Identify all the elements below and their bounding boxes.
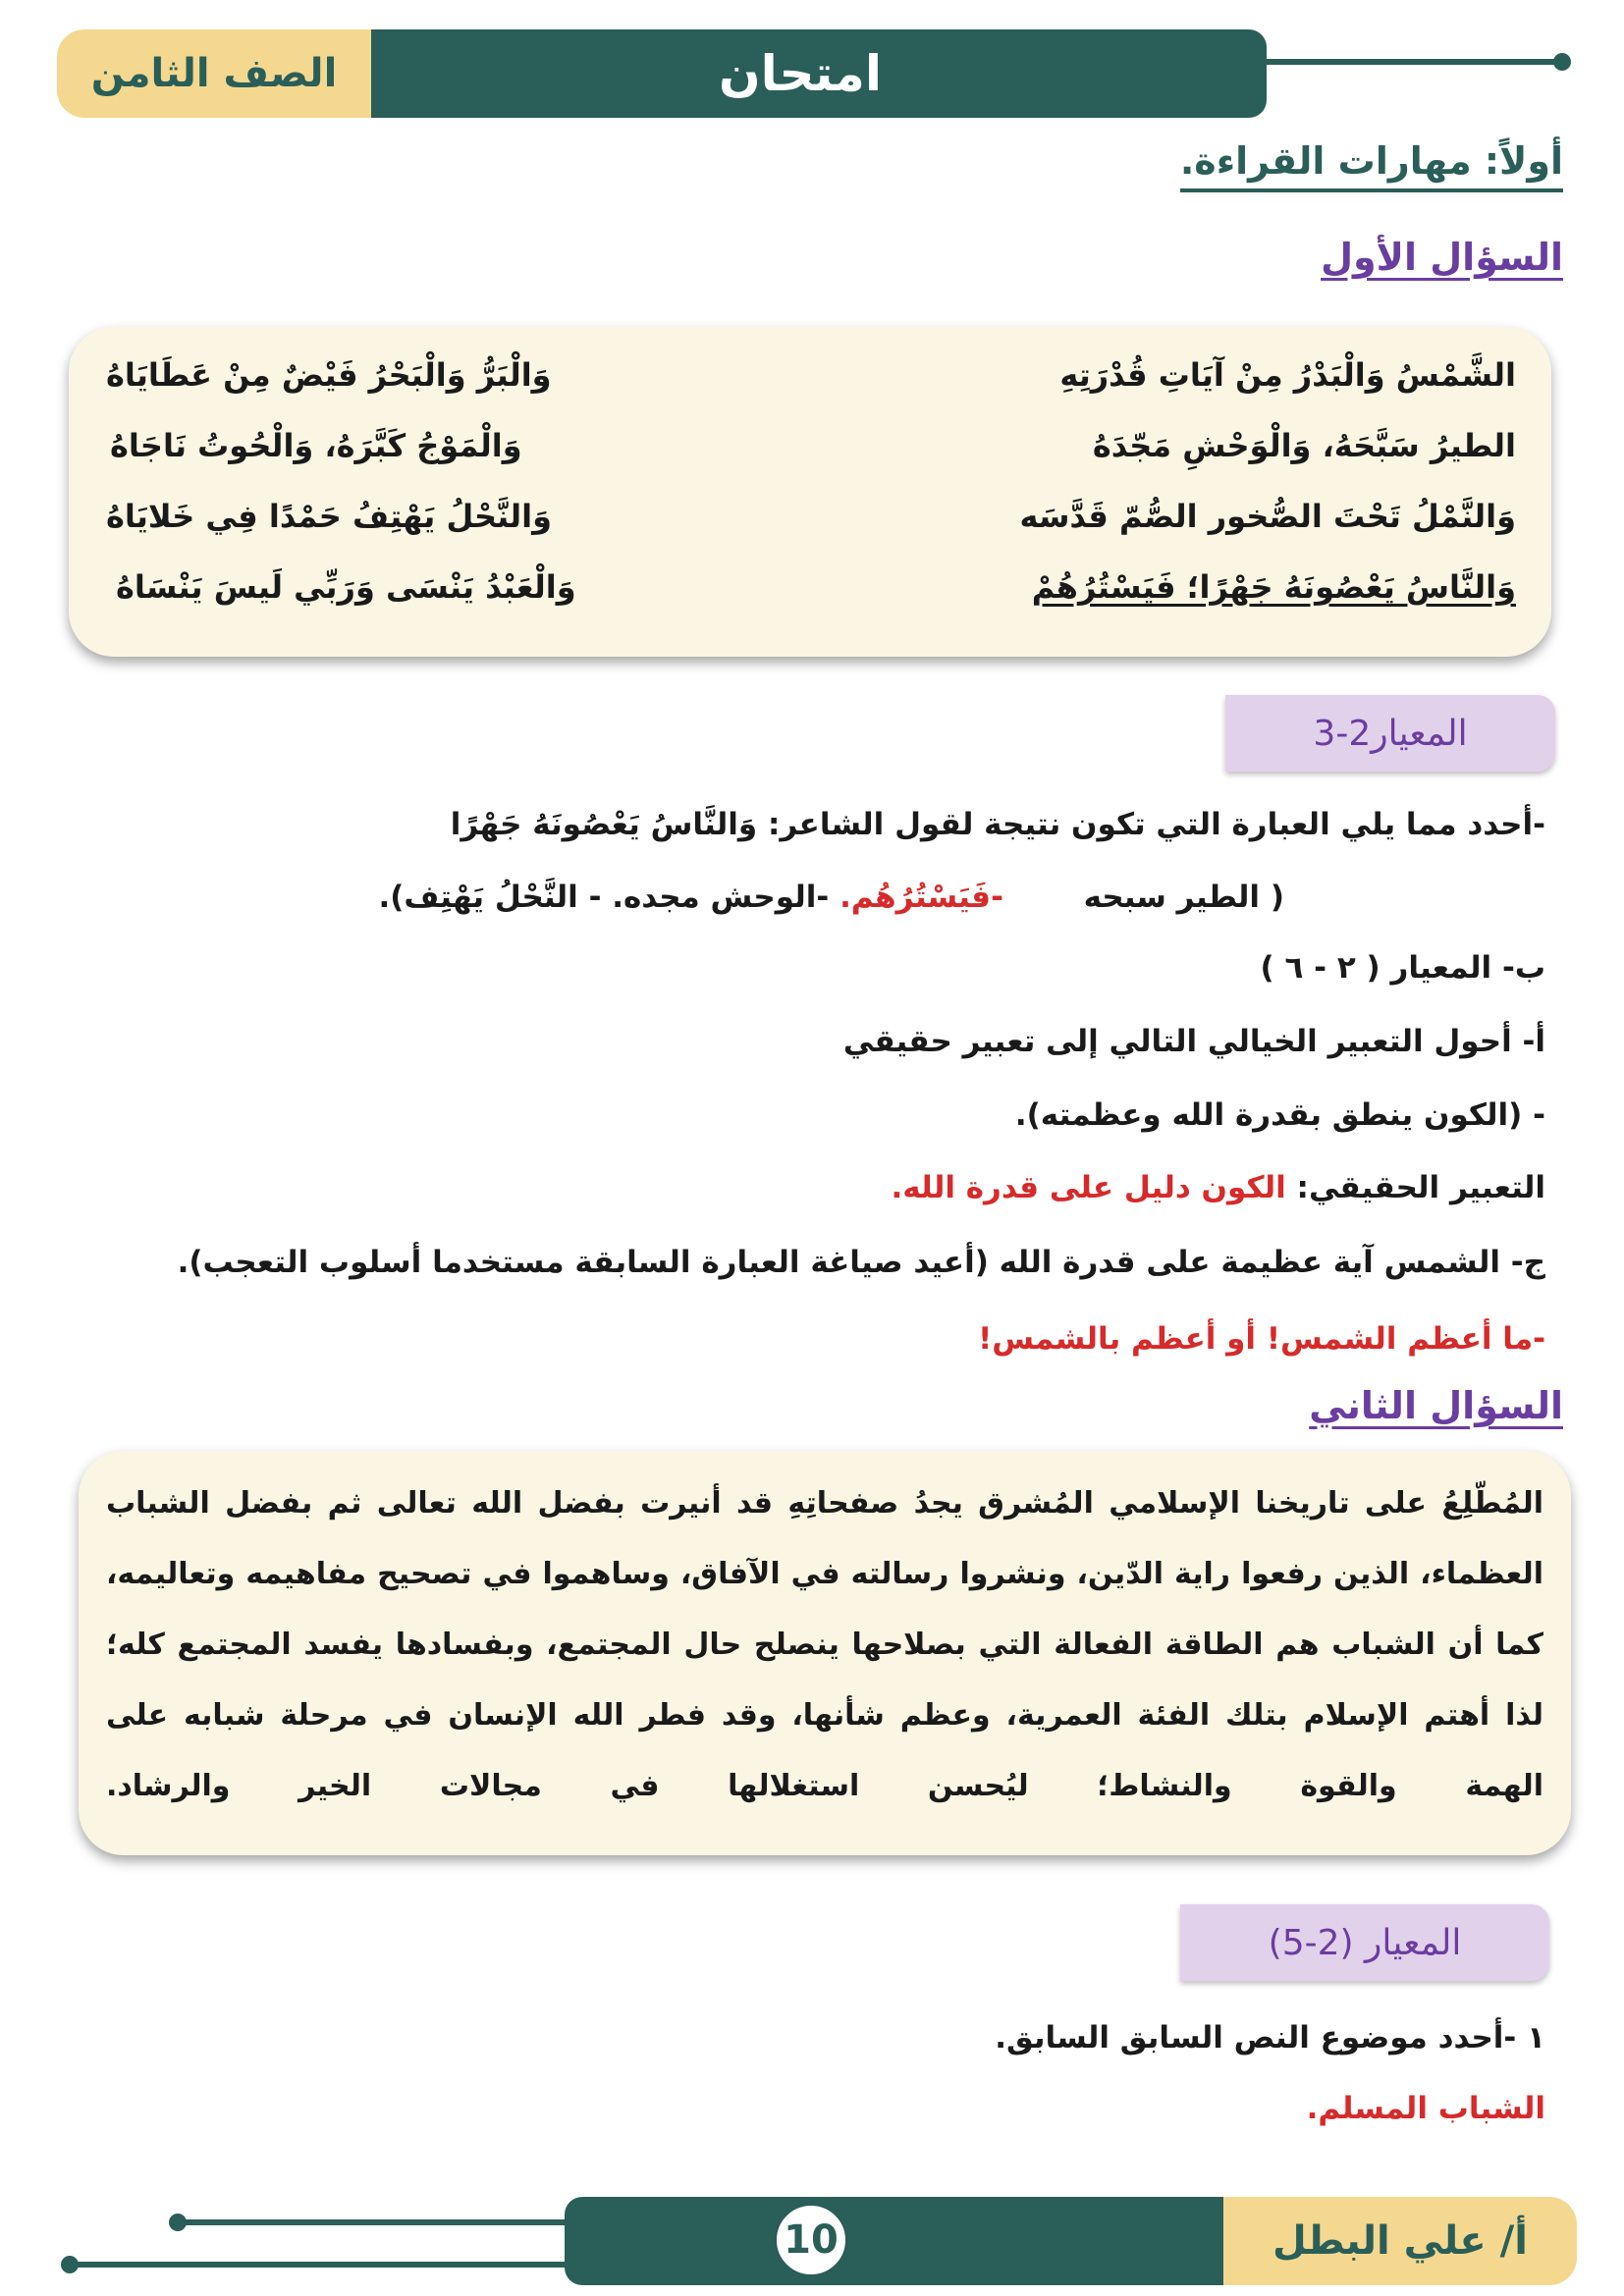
- footer-rule-upper: [177, 2219, 569, 2225]
- page-number: 10: [784, 2217, 839, 2263]
- q1-question: -أحدد مما يلي العبارة التي تكون نتيجة لقول الشاعر: وَالنَّاسُ يَعْصُونَهُ جَهْرًا: [450, 807, 1545, 842]
- poem-line-3-right: وَالنَّمْلُ تَحْتَ الصُّخور الصُّمّ قَدَّسَه: [1019, 498, 1516, 535]
- q2-question: ١ -أحدد موضوع النص السابق السابق.: [995, 2020, 1545, 2056]
- author-name: أ/ علي البطل: [1272, 2218, 1529, 2264]
- footer-rule-upper-dot: [169, 2214, 187, 2231]
- real-expression-line: [891, 1170, 1545, 1205]
- page-title: امتحان: [719, 45, 882, 102]
- header-title-bar: [334, 29, 1267, 118]
- header-rule-dot: [1553, 53, 1571, 71]
- poem-line-2-left: وَالْمَوْجُ كَبَّرَهُ، وَالْحُوتُ نَاجَاهُ: [110, 427, 522, 464]
- footer-rule-lower: [69, 2262, 569, 2268]
- a-phrase: - (الكون ينطق بقدرة الله وعظمته).: [1014, 1097, 1545, 1133]
- poem-line-3-left: وَالنَّحْلُ يَهْتِفُ حَمْدًا فِي خَلايَاهُ: [106, 498, 553, 535]
- author-tab: [1223, 2197, 1577, 2285]
- q1-options: [378, 880, 1284, 915]
- a-question: أ- أحول التعبير الخيالي التالي إلى تعبير حقيقي: [842, 1024, 1545, 1059]
- poem-line-4-right: وَالنَّاسُ يَعْصُونَهُ جَهْرًا؛ فَيَسْتُرُهُمْ: [1031, 568, 1516, 606]
- option-bird: ( الطير سبحه: [1083, 880, 1284, 915]
- c-question: ج- الشمس آية عظيمة على قدرة الله (أعيد صياغة العبارة السابقة مستخدما أسلوب التعجب).: [177, 1245, 1545, 1280]
- poem-box: [69, 327, 1551, 657]
- passage-box: [79, 1451, 1571, 1855]
- footer-bar: [565, 2197, 1242, 2285]
- poem-line-1-left: وَالْبَرُّ وَالْبَحْرُ فَيْضٌ مِنْ عَطَايَاهُ: [106, 356, 552, 394]
- grade-tab: [57, 29, 371, 118]
- footer-rule-lower-dot: [61, 2256, 79, 2273]
- passage-text: المُطّلِعُ على تاريخنا الإسلامي المُشرق يجدُ صفحاتِهِ قد أنيرت بفضل الله تعالى ثم بفضل الشباب العظماء، الذين رفعوا راية الدّين، ونشروا رسالته في الآفاق، وساهموا في تصحيح مفاهيمه وتعاليمه، كما أن الشباب هم الطاقة الفعالة التي بصلاحها ينصلح حال المجتمع، وبفسادها يفسد المجتمع كله؛ لذا أهتم الإسلام بتلك الفئة العمرية، وعظم شأنها، وقد فطر الله الإنسان في مرحلة شبابه على الهمة والقوة والنشاط؛ ليُحسن استغلالها في مجالات الخير والرشاد.: [106, 1486, 1543, 1803]
- grade-label: الصف الثامن: [90, 51, 338, 96]
- standard-label-1: المعيار2-3: [1313, 713, 1468, 754]
- page-number-badge: [772, 2201, 850, 2279]
- option-rest: -الوحش مجده. - النَّحْلُ يَهْتِف).: [378, 880, 830, 915]
- c-answer: -ما أعظم الشمس! أو أعظم بالشمس!: [978, 1321, 1545, 1357]
- standard-label-2: المعيار (2-5): [1268, 1922, 1462, 1963]
- question-one-heading: السؤال الأول: [1321, 236, 1563, 279]
- real-expression-answer: الكون دليل على قدرة الله.: [891, 1170, 1286, 1205]
- real-expression-label: التعبير الحقيقي:: [1285, 1170, 1545, 1205]
- b-standard-line: ب- المعيار ( ٢ - ٦ ): [1260, 950, 1545, 986]
- standard-pill-1: [1225, 695, 1555, 772]
- question-two-heading: السؤال الثاني: [1309, 1384, 1563, 1427]
- poem-line-1-right: الشَّمْسُ وَالْبَدْرُ مِنْ آيَاتِ قُدْرَتِهِ: [1059, 356, 1516, 394]
- header-rule: [1257, 59, 1561, 65]
- section-heading: أولاً: مهارات القراءة.: [1180, 139, 1563, 192]
- option-correct-answer: -فَيَسْتُرُهُم.: [839, 880, 1003, 915]
- standard-pill-2: [1180, 1904, 1549, 1981]
- q2-answer: الشباب المسلم.: [1306, 2091, 1545, 2126]
- poem-line-4-left: وَالْعَبْدُ يَنْسَى وَرَبِّي لَيسَ يَنْسَاهُ: [116, 568, 576, 606]
- poem-line-2-right: الطيرُ سَبَّحَهُ، وَالْوَحْشِ مَجّدَهُ: [1092, 427, 1516, 464]
